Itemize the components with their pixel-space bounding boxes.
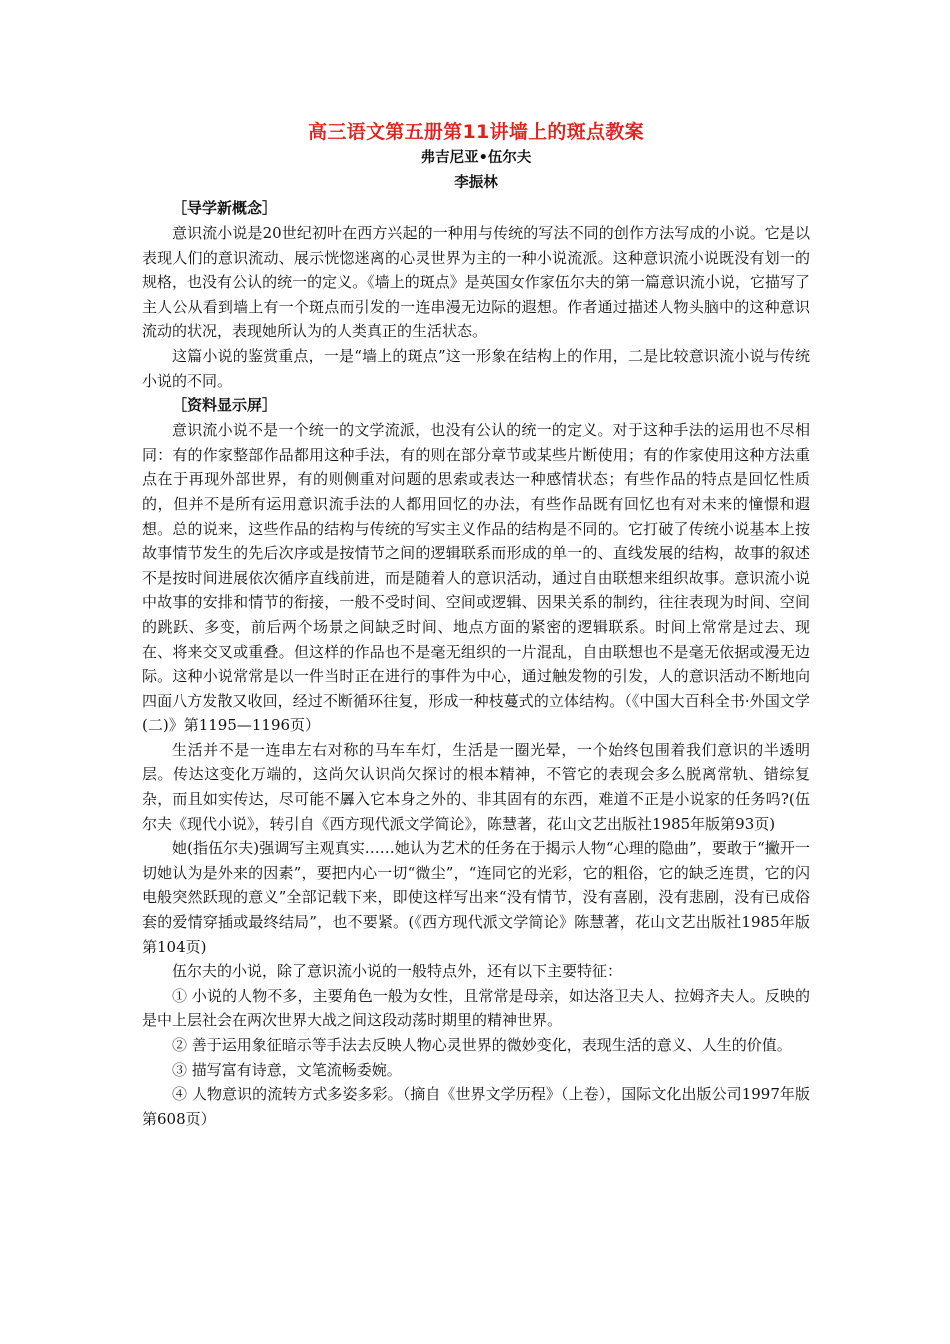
- paragraph: 伍尔夫的小说，除了意识流小说的一般特点外，还有以下主要特征：: [172, 962, 623, 981]
- list-item: ④ 人物意识的流转方式多姿多彩。（摘自《世界文学历程》（上卷），国际文化出版公司1997年版第608页）: [142, 1085, 810, 1128]
- section-materials: [142, 393, 810, 1131]
- list-item: ② 善于运用象征暗示等手法去反映人物心灵世界的微妙变化，表现生活的意义、人生的价值。: [172, 1036, 792, 1054]
- list-item: ③ 描写富有诗意，文笔流畅委婉。: [172, 1060, 402, 1079]
- paragraph: 她(指伍尔夫)强调写主观真实……她认为艺术的任务在于揭示人物“心理的隐曲”，要敢于“撇开一切她认为是外来的因素”，要把内心一切“微尘”，“连同它的光彩，它的粗俗，它的缺乏连贯，它的闪电般突然跃现的意义”全部记载下来，即使这样写出来“没有情节，没有喜剧，没有悲剧，没有已成俗套的爱情穿插或最终结局”，也不要紧。(《西方现代派文学简论》陈慧著，花山文艺出版社1985年版第104页): [142, 839, 810, 956]
- section-heading: ［资料显示屏］: [172, 396, 278, 415]
- paragraph: 意识流小说是20世纪初叶在西方兴起的一种用与传统的写法不同的创作方法写成的小说。它是以表现人们的意识流动、展示恍惚迷离的心灵世界为主的一种小说流派。这种意识流小说既没有划一的规格，也没有公认的统一的定义。《墙上的斑点》是英国女作家伍尔夫的第一篇意识流小说，它描写了主人公从看到墙上有一个斑点而引发的一连串漫无边际的遐想。作者通过描述人物头脑中的这种意识流动的状况，表现她所认为的人类真正的生活状态。: [142, 224, 810, 341]
- document-title: 高三语文第五册第11讲墙上的斑点教案: [308, 121, 644, 143]
- list-item: ① 小说的人物不多，主要角色一般为女性，且常常是母亲，如达洛卫夫人、拉姆齐夫人。反映的是中上层社会在两次世界大战之间这段动荡时期里的精神世界。: [142, 986, 810, 1030]
- section-intro: [142, 196, 810, 393]
- paragraph: 生活并不是一连串左右对称的马车车灯，生活是一圈光晕，一个始终包围着我们意识的半透明层。传达这变化万端的，这尚欠认识尚欠探讨的根本精神，不管它的表现会多么脱离常轨、错综复杂，而且如实传达，尽可能不羼入它本身之外的、非其固有的东西，难道不正是小说家的任务吗?(伍尔夫《现代小说》，转引自《西方现代派文学简论》，陈慧著，花山文艺出版社1985年版第93页): [142, 740, 810, 833]
- paragraph: 这篇小说的鉴赏重点，一是“墙上的斑点”这一形象在结构上的作用，二是比较意识流小说与传统小说的不同。: [142, 346, 810, 390]
- document-page: [142, 118, 810, 1131]
- teacher-name: 李振林: [454, 175, 498, 191]
- author-line: 弗吉尼亚•伍尔夫: [420, 150, 532, 166]
- paragraph: 意识流小说不是一个统一的文学流派，也没有公认的统一的定义。对于这种手法的运用也不尽相同：有的作家整部作品都用这种手法，有的则在部分章节或某些片断使用；有的作家使用这种方法重点在于再现外部世界，有的则侧重对问题的思索或表达一种感情状态；有些作品的特点是回忆性质的，但并不是所有运用意识流手法的人都用回忆的办法，有些作品既有回忆也有对未来的憧憬和遐想。总的说来，这些作品的结构与传统的写实主义作品的结构是不同的。它打破了传统小说基本上按故事情节发生的先后次序或是按情节之间的逻辑联系而形成的单一的、直线发展的结构，故事的叙述不是按时间进展依次循序直线前进，而是随着人的意识活动，通过自由联想来组织故事。意识流小说中故事的安排和情节的衔接，一般不受时间、空间或逻辑、因果关系的制约，往往表现为时间、空间的跳跃、多变，前后两个场景之间缺乏时间、地点方面的紧密的逻辑联系。时间上常常是过去、现在、将来交叉或重叠。但这样的作品也不是毫无组织的一片混乱，自由联想也不是毫无依据或漫无边际。这种小说常常是以一件当时正在进行的事件为中心，通过触发物的引发，人的意识活动不断地向四面八方发散又收回，经过不断循环往复，形成一种枝蔓式的立体结构。（《中国大百科全书·外国文学(二)》第1195—1196页）: [142, 421, 810, 735]
- section-heading: ［导学新概念］: [172, 199, 278, 217]
